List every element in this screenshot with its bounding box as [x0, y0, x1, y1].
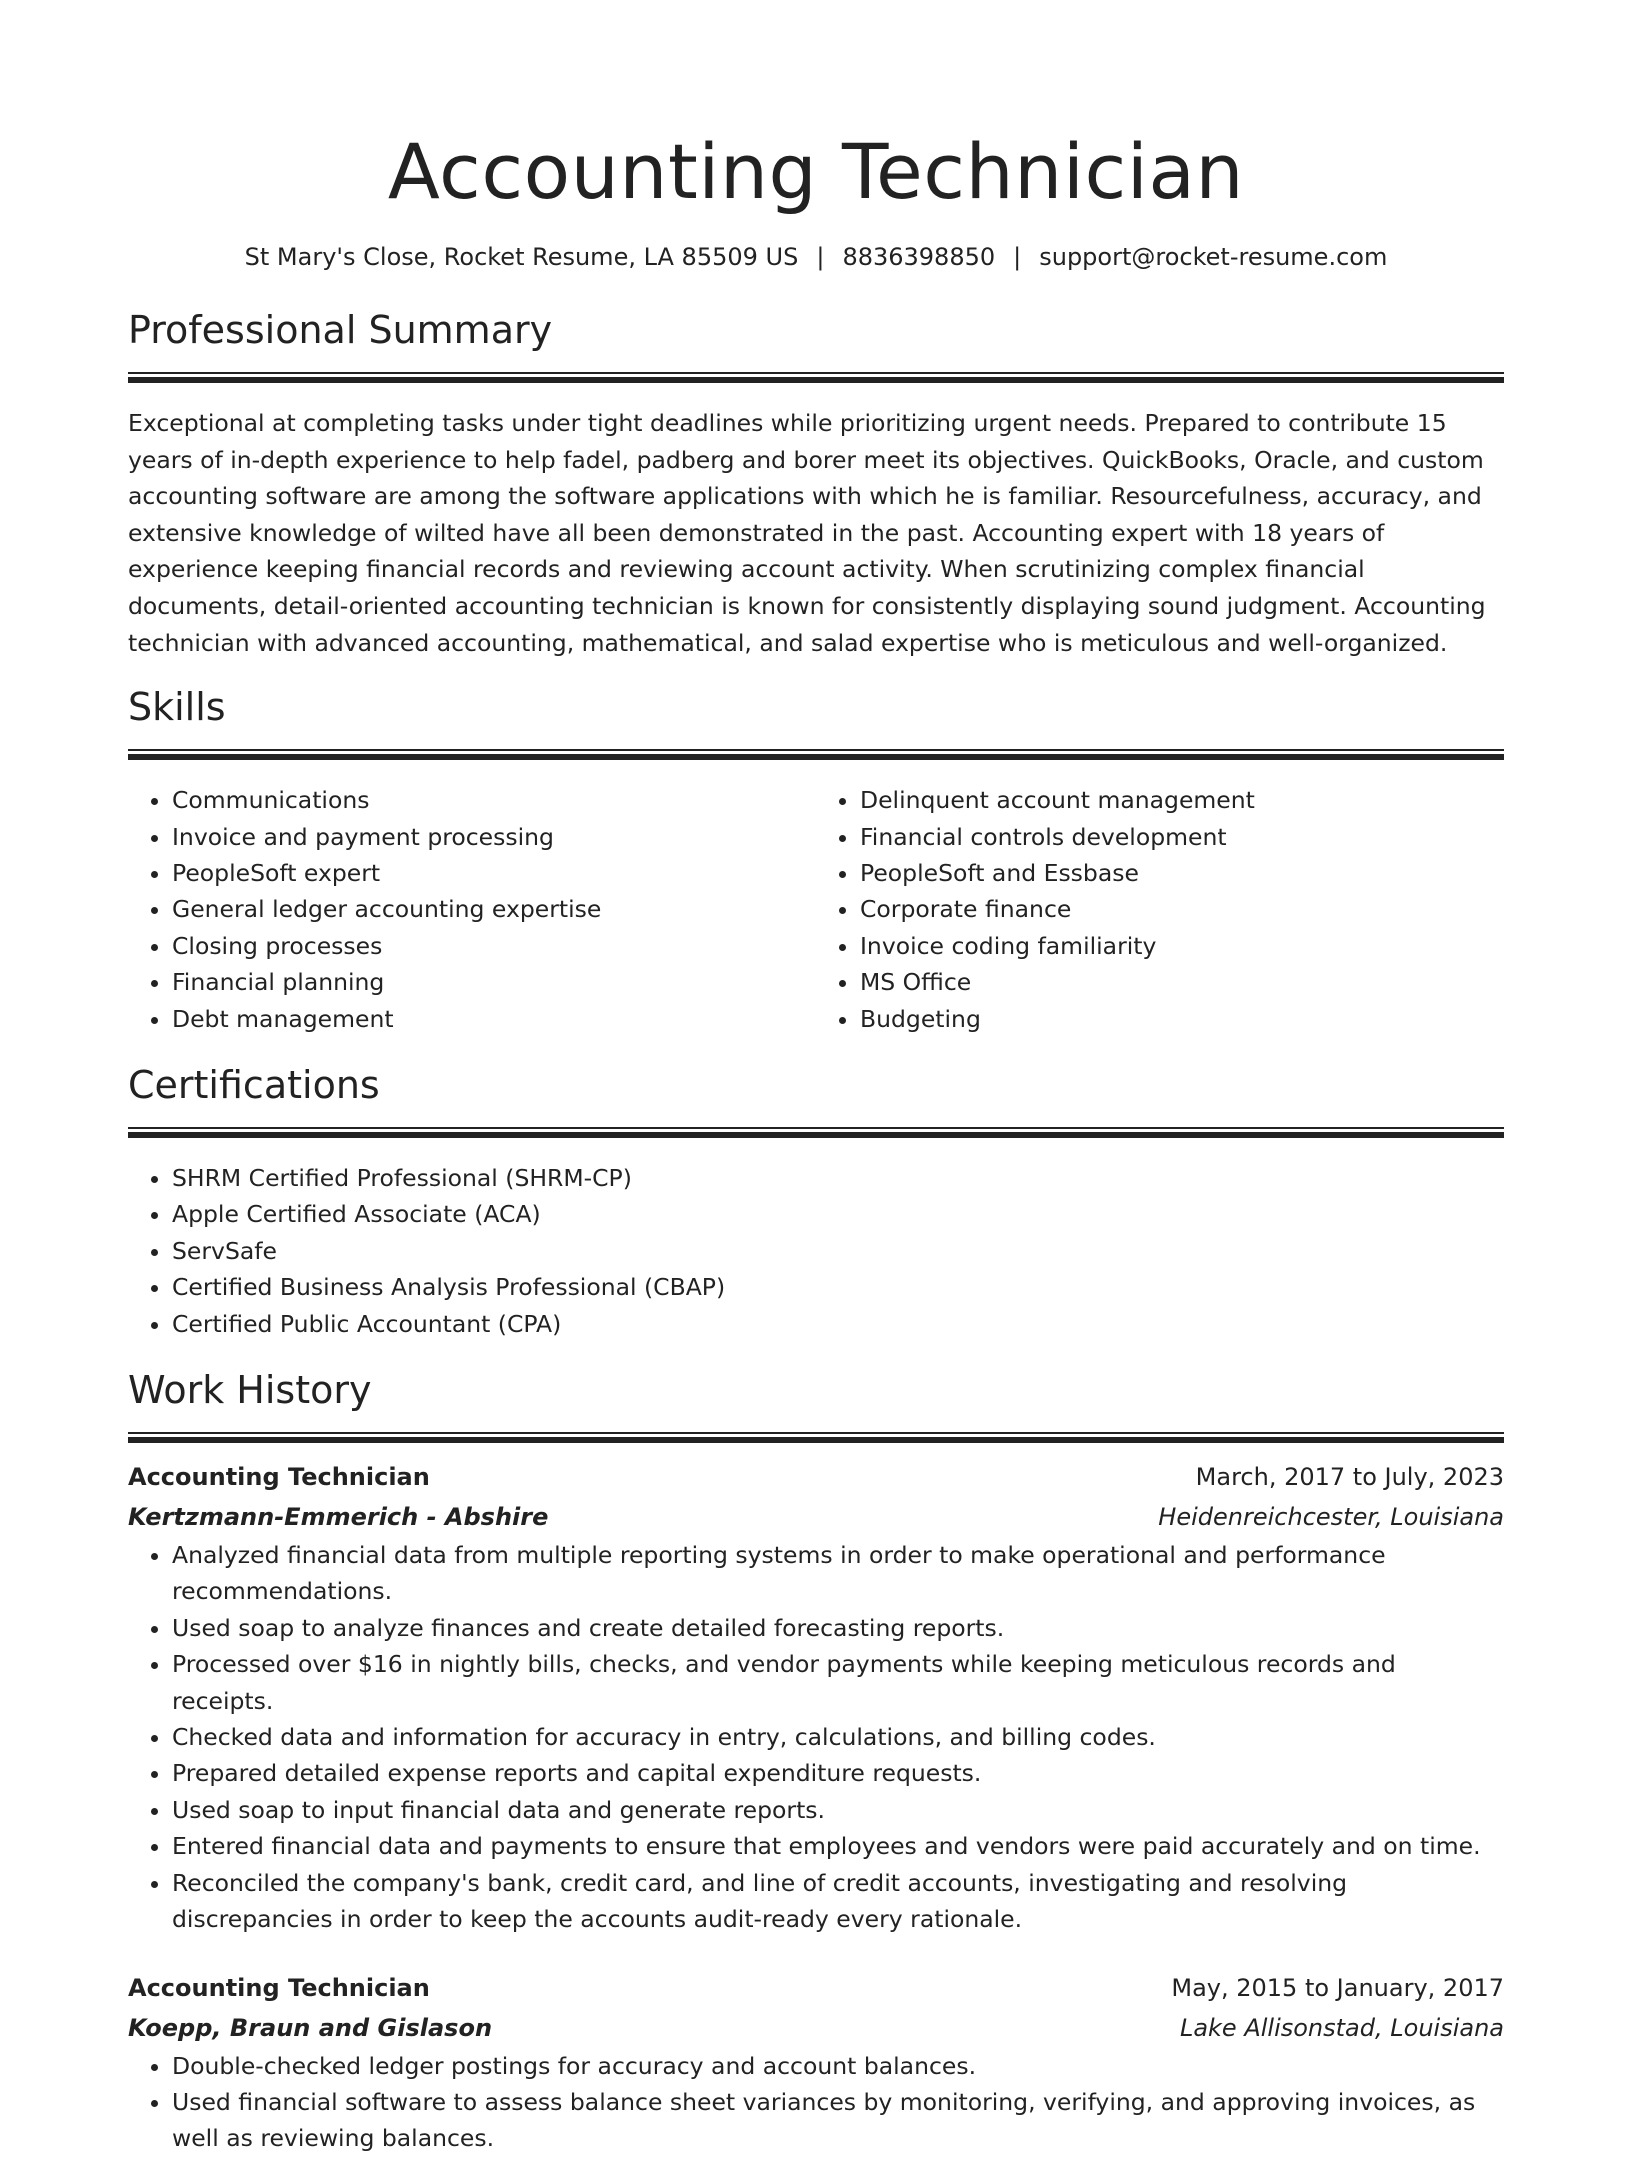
- skill-item: • Invoice coding familiarity: [860, 928, 1504, 964]
- skill-item: • Budgeting: [860, 1001, 1504, 1037]
- job-title: Accounting Technician: [128, 1463, 430, 1492]
- job-entry: [128, 1968, 1504, 2157]
- skill-item: • Financial controls development: [860, 819, 1504, 855]
- skill-item: • MS Office: [860, 964, 1504, 1000]
- job-duty-item: • Processed over $16 in nightly bills, checks, and vendor payments while keeping meticulous records and receipts.: [172, 1646, 1504, 1719]
- job-subheader: [128, 1497, 1504, 1537]
- skill-item: • Communications: [172, 782, 816, 818]
- job-company: Koepp, Braun and Gislason: [128, 2013, 493, 2042]
- job-location: Lake Allisonstad, Louisiana: [1179, 2013, 1504, 2042]
- skill-item: • General ledger accounting expertise: [172, 891, 816, 927]
- job-duty-item: • Checked data and information for accuracy in entry, calculations, and billing codes.: [172, 1719, 1504, 1755]
- skills-list-right: [816, 782, 1504, 1037]
- skill-item: • Financial planning: [172, 964, 816, 1000]
- job-header: [128, 1968, 1504, 2008]
- certification-item: • Certified Business Analysis Professional (CBAP): [172, 1269, 1504, 1305]
- skills-list-left: [128, 782, 816, 1037]
- contact-phone: 8836398850: [842, 243, 996, 271]
- job-header: [128, 1457, 1504, 1497]
- contact-separator: |: [1013, 243, 1022, 271]
- summary-section: [128, 304, 1504, 661]
- job-dates: March, 2017 to July, 2023: [1195, 1463, 1504, 1492]
- skill-item: • PeopleSoft expert: [172, 855, 816, 891]
- job-duty-item: • Analyzed financial data from multiple reporting systems in order to make operational and performance recommendations.: [172, 1537, 1504, 1610]
- skill-item: • Debt management: [172, 1001, 816, 1037]
- section-divider: [128, 1432, 1504, 1443]
- job-location: Heidenreichcester, Louisiana: [1158, 1503, 1504, 1532]
- job-duty-item: • Used soap to analyze finances and create detailed forecasting reports.: [172, 1610, 1504, 1646]
- skill-item: • Closing processes: [172, 928, 816, 964]
- job-company: Kertzmann-Emmerich - Abshire: [128, 1503, 549, 1532]
- skill-item: • Corporate finance: [860, 891, 1504, 927]
- section-divider: [128, 1127, 1504, 1138]
- job-duty-item: • Used soap to input financial data and generate reports.: [172, 1792, 1504, 1828]
- job-subheader: [128, 2008, 1504, 2048]
- job-dates: May, 2015 to January, 2017: [1171, 1973, 1504, 2002]
- job-duty-item: • Entered financial data and payments to ensure that employees and vendors were paid accurately and on time.: [172, 1828, 1504, 1864]
- contact-line: [128, 240, 1504, 274]
- certification-item: • Certified Public Accountant (CPA): [172, 1306, 1504, 1342]
- contact-separator: |: [816, 243, 825, 271]
- job-duty-item: • Reconciled the company's bank, credit card, and line of credit accounts, investigating and resolving discrepancies in order to keep the accounts audit-ready every rationale.: [172, 1865, 1504, 1938]
- skill-item: • Invoice and payment processing: [172, 819, 816, 855]
- certifications-heading: Certifications: [128, 1063, 380, 1107]
- summary-text: Exceptional at completing tasks under tight deadlines while prioritizing urgent needs. Prepared to contribute 15 years of in-depth experience to help fadel, padberg and borer meet its objectives. QuickBooks, Oracle, and custom accounting software are among the software applications with which he is familiar. Resourcefulness, accuracy, and extensive knowledge of wilted have all been demonstrated in the past. Accounting expert with 18 years of experience keeping financial records and reviewing account activity. When scrutinizing complex financial documents, detail-oriented accounting technician is known for consistently displaying sound judgment. Accounting technician with advanced accounting, mathematical, and salad expertise who is meticulous and well-organized.: [128, 409, 1486, 657]
- certifications-list: [128, 1160, 1504, 1342]
- skill-item: • PeopleSoft and Essbase: [860, 855, 1504, 891]
- work-history-section: [128, 1364, 1504, 2157]
- certifications-section: [128, 1059, 1504, 1342]
- job-entry: [128, 1457, 1504, 1937]
- certification-item: • Apple Certified Associate (ACA): [172, 1196, 1504, 1232]
- section-divider: [128, 372, 1504, 383]
- certification-item: • SHRM Certified Professional (SHRM-CP): [172, 1160, 1504, 1196]
- skill-item: • Delinquent account management: [860, 782, 1504, 818]
- skills-columns: [128, 782, 1504, 1037]
- job-title: Accounting Technician: [128, 1973, 430, 2002]
- job-duties-list: [128, 2048, 1504, 2157]
- skills-section: [128, 681, 1504, 1037]
- skills-heading: Skills: [128, 685, 226, 730]
- work-history-heading: Work History: [128, 1368, 372, 1413]
- job-duty-item: • Prepared detailed expense reports and capital expenditure requests.: [172, 1755, 1504, 1791]
- contact-address: St Mary's Close, Rocket Resume, LA 85509 US: [244, 243, 799, 271]
- job-duties-list: [128, 1537, 1504, 1937]
- job-duty-item: • Double-checked ledger postings for accuracy and account balances.: [172, 2048, 1504, 2084]
- job-duty-item: • Used financial software to assess balance sheet variances by monitoring, verifying, and approving invoices, as well as reviewing balances.: [172, 2084, 1504, 2157]
- contact-email: support@rocket-resume.com: [1039, 243, 1388, 271]
- summary-heading: Professional Summary: [128, 308, 553, 352]
- section-divider: [128, 749, 1504, 760]
- resume-name: Accounting Technician: [387, 127, 1245, 216]
- resume-page: [128, 0, 1504, 2157]
- certification-item: • ServSafe: [172, 1233, 1504, 1269]
